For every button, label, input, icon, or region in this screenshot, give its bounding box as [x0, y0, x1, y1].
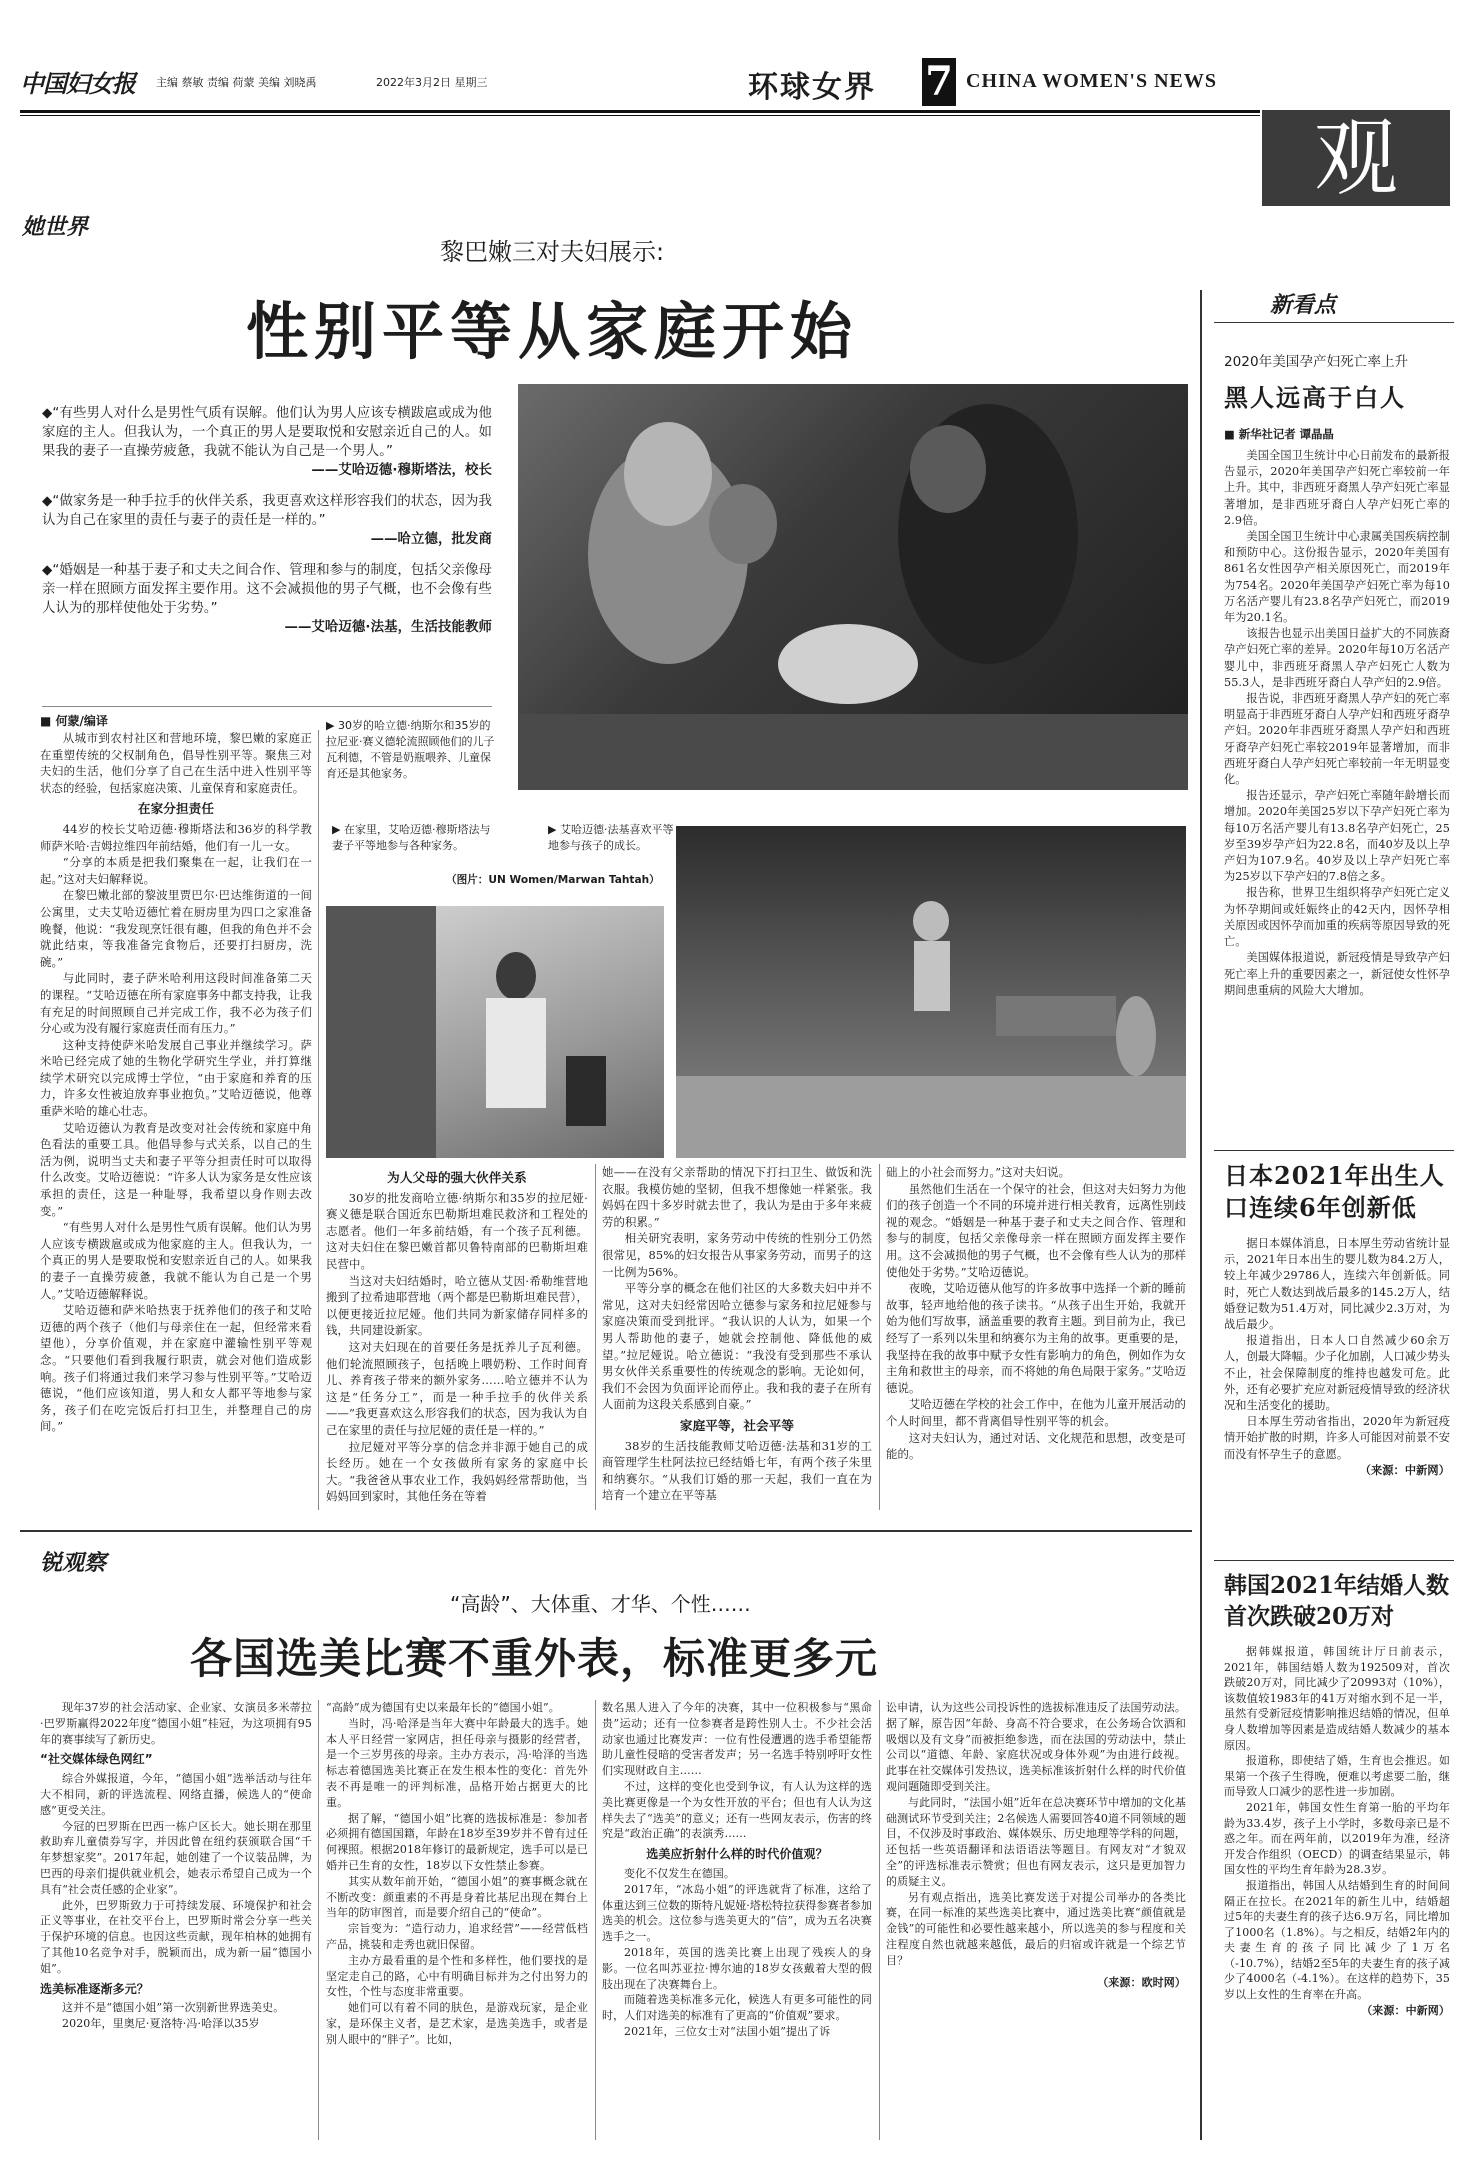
paragraph: 这对夫妇认为，通过对话、文化规范和思想，改变是可能的。	[886, 1430, 1186, 1462]
subhead-diversity: 选美标准逐渐多元？	[40, 1981, 149, 1996]
column-mark: 观	[1313, 109, 1398, 207]
section-tag: 她世界	[22, 215, 89, 240]
paragraph: 据日本媒体消息，日本厚生劳动省统计显示，2021年日本出生的婴儿数为84.2万人，较上年减少29786人，连续六年创新低。同时，死亡人数达到战后最多的145.2万人，结婚登记数为51.4万对，同比减少2.3万对，为战后最少。	[1224, 1237, 1450, 1332]
english-name: CHINA WOMEN'S NEWS	[966, 70, 1218, 92]
paragraph: 美国全国卫生统计中心日前发布的最新报告显示，2020年美国孕产妇死亡率较前一年上升。其中，非西班牙裔黑人孕产妇死亡率显著增加，是非西班牙裔白人孕产妇死亡率的2.9倍。	[1224, 449, 1450, 527]
quote-block	[42, 404, 492, 637]
paragraph: 这对夫妇现在的首要任务是抚养儿子瓦利德。他们轮流照顾孩子，包括晚上喂奶粉、工作时间育儿、养育孩子带来的额外家务……哈立德并不认为这是“任务分工”，而是一种手拉手的伙伴关系——“我更喜欢这么形容我们的状态，因为我认为自己在家里的责任与拉尼娅的责任是一样的。”	[326, 1339, 588, 1437]
paragraph: 艾哈迈德和萨米哈热衷于抚养他们的孩子和艾哈迈德的两个孩子（他们与母亲住在一起，但经常来看望他），分享价值观，并在家庭中灌输性别平等观念。“只要他们看到我履行职责，就会对他们造成影响。孩子们将通过我们来学习参与性别平等。”艾哈迈德说，“他们应该知道，男人和女人都平等地参与家务，孩子们在吃完饭后打扫卫生，并整理自己的房间。”	[40, 1303, 312, 1434]
paragraph: 2018年，英国的选美比赛上出现了残疾人的身影。一位名叫苏亚拉·博尔迪的18岁女孩戴着大型的假肢出现在了决赛舞台上。	[602, 1945, 872, 1991]
paragraph: 从城市到农村社区和营地环境，黎巴嫩的家庭正在重塑传统的父权制角色，倡导性别平等。聚焦三对夫妇的生活，他们分享了自己在生活中进入性别平等状态的经验，包括家庭决策、儿童保育和家庭责任。	[40, 731, 312, 795]
paragraph: 报道指出，韩国人从结婚到生育的时间间隔正在拉长。在2021年的新生儿中，结婚超过5年的夫妻生育的孩子达6.9万名，同比增加了1000名（1.8%）。与之相反，结婚2年内的夫妻生育的孩子同比减少了1万名（-10.7%），结婚2至5年的夫妻生育的孩子减少了4000名（-4.1%）。在这样的趋势下，35岁以上女性的生育率在升高。	[1224, 1878, 1450, 2002]
paragraph: 主办方最看重的是个性和多样性，他们要找的是坚定走自己的路，心中有明确目标并为之付出努力的女性，个性与态度非常重要。	[326, 1953, 588, 1999]
header-rule	[20, 110, 1260, 113]
paragraph: 不过，这样的变化也受到争议，有人认为这样的选美比赛更像是一个为女性开放的平台；但也有人认为这样失去了“选美”的意义；还有一些网友表示，伤害的终究是“政治正确”的表演秀……	[602, 1779, 872, 1841]
paragraph: 据了解，“德国小姐”比赛的选拔标准是：参加者必须拥有德国国籍，年龄在18岁至39岁并不曾有过任何裸照。根据2018年修订的最新规定，选手可以是已婚并已生育的女性，18岁以下女性禁止参赛。	[326, 1811, 588, 1872]
bottom-col-1	[40, 1700, 312, 2032]
bottom-kicker: “高龄”、大体重、才华、个性……	[450, 1592, 751, 1616]
paragraph: 宗旨变为：“造行动力，追求经营”——经营低档产品，挑装和走秀也就旧保留。	[326, 1922, 588, 1951]
main-col-4	[886, 1164, 1186, 1463]
paragraph: 其实从数年前开始，“德国小姐”的赛事概念就在不断改变：颜重素的不再是身着比基尼出现在舞台上当年的防审图首，而是要介绍自己的“使命”。	[326, 1874, 588, 1920]
sidebar-story3-title: 韩国2021年结婚人数首次跌破20万对	[1224, 1572, 1450, 1630]
paragraph: 数名黑人进入了今年的决赛，其中一位积极参与“黑命贵”运动；还有一位参赛者是跨性别人士。不少社会活动家也通过比赛发声：一位有性侵遭遇的选手希望能帮助儿童性侵暗的受害者发声；另一名选手特别呼吁女性们实现财政自主……	[602, 1701, 872, 1778]
bottom-col-4	[886, 1700, 1186, 1990]
page-number: 7	[922, 58, 956, 106]
main-col-1	[40, 730, 312, 1435]
paragraph: 平等分享的概念在他们社区的大多数夫妇中并不常见，这对夫妇经常因哈立德参与家务和拉尼娅参与家庭决策而受到批评。“我认识的人认为，如果一个男人帮助他的妻子，她就会控制他、降低他的威望。”拉尼娅说。哈立德说：“我没有受到那些不承认男女伙伴关系重要性的传统观念的影响。无论如何，我们不会因为负面评论而停止。我和我的妻子在所有人面前为这段关系感到自豪。”	[602, 1281, 872, 1412]
paragraph: 报道指出，日本人口自然减少60余万人，创最大降幅。少子化加剧，人口减少势头不止，社会保障制度的维持也越发可危。此外，还有必要扩充应对新冠疫情导致的经济状况和生活变化的援助。	[1224, 1334, 1450, 1413]
paragraph: 报告说，非西班牙裔黑人孕产妇的死亡率明显高于非西班牙裔白人孕产妇和西班牙裔孕产妇。2020年非西班牙裔黑人孕产妇和西班牙裔孕产妇死亡率较2019年显著增加，而非西班牙裔白人孕产妇死亡率较前一年无明显变化。	[1224, 692, 1450, 787]
bottom-headline: 各国选美比赛不重外表，标准更多元	[190, 1634, 879, 1683]
paragraph: 据韩媒报道，韩国统计厅日前表示，2021年，韩国结婚人数为192509对，首次跌破20万对，同比减少了20993对（10%），该数值较1983年的41万对缩水到不足一半，虽然有受新冠疫情影响推迟结婚的情况，但单身人数增加等因素是造成结婚人数减少的基本原因。	[1224, 1645, 1450, 1752]
paragraph: 础上的小社会而努力。”这对夫妇说。	[886, 1165, 1071, 1179]
paragraph: 与此同时，“法国小姐”近年在总决赛环节中增加的文化基础测试环节受到关注；2名候选人需要回答40道不同领域的题目，不仅涉及时事政治、媒体娱乐、历史地理等学科的问题，还包括一些英语翻译和法语语法等题目。有网友对“才貌双全”的评选标准表示赞赏；但也有网友表示，这只是更加智力的质疑主义。	[886, 1795, 1186, 1888]
quote-3: ◆“婚姻是一种基于妻子和丈夫之间合作、管理和参与的制度，包括父亲像母亲一样在照顾方面发挥主要作用。这不会减损他的男子气概，也不会像有些人认为的那样使他处于劣势。”	[42, 563, 492, 616]
header-rule-thin	[20, 115, 1260, 116]
sidebar-story1-byline: ■ 新华社记者 谭晶晶	[1224, 427, 1334, 441]
bottom-section-tag: 锐观察	[40, 1551, 107, 1576]
paragraph: 变化不仅发生在德国。	[624, 1866, 735, 1880]
main-col-2	[326, 1170, 588, 1505]
sidebar-story2-body	[1224, 1236, 1450, 1479]
paragraph: 艾哈迈德认为教育是改变对社会传统和家庭中角色看法的重要工具。他倡导参与式关系，以自己的生活为例，说明当丈夫和妻子平等分担责任时可以取得什么改变。艾哈迈德说：“许多人认为家务是女性应该承担的责任，这是一种耻辱，我希望以身作则去改变。”	[40, 1120, 312, 1218]
sidebar-story3-body	[1224, 1644, 1450, 2018]
col-divider	[879, 1164, 880, 1510]
paragraph: 报道称，即使结了婚，生育也会推迟。如果第一个孩子生得晚，便难以考虑要二胎，继而导致人口减少的恶性进一步加剧。	[1224, 1754, 1450, 1799]
caption-1: ▶ 30岁的哈立德·纳斯尔和35岁的拉尼亚·赛义德轮流照顾他们的儿子瓦利德，不管是奶瓶喂养、儿童保育还是其他家务。	[326, 719, 495, 780]
paragraph: “高龄”成为德国有史以来最年长的“德国小姐”。	[326, 1701, 560, 1714]
sidebar-rule	[1214, 1150, 1454, 1151]
paragraph: 报告还显示，孕产妇死亡率随年龄增长而增加。2020年美国25岁以下孕产妇死亡率为每10万名活产婴儿有13.8名孕产妇死亡，25岁至39岁孕产妇为22.8名，而40岁及以上孕产妇为107.9名。40岁及以上孕产妇死亡率为25岁以下孕产妇的7.8倍之多。	[1224, 789, 1450, 884]
paragraph: 44岁的校长艾哈迈德·穆斯塔法和36岁的科学教师萨米哈·吉姆拉维四年前结婚，他们有一儿一女。	[40, 821, 312, 853]
quote-2-source: ——哈立德，批发商	[370, 532, 492, 547]
main-headline: 性别平等从家庭开始	[246, 295, 859, 368]
sidebar-story1-kicker: 2020年美国孕产妇死亡率上升	[1224, 354, 1409, 370]
col-divider	[595, 1700, 596, 2140]
paragraph: “分享的本质是把我们聚集在一起，让我们在一起。”这对夫妇解释说。	[40, 855, 312, 886]
paragraph: 38岁的生活技能教师艾哈迈德·法基和31岁的工商管理学生杜阿法拉已经结婚七年，有两个孩子朱里和纳赛尔。“从我们订婚的那一天起，我们一直在为培育一个建立在平等基	[602, 1438, 872, 1503]
col-divider	[879, 1700, 880, 2140]
paragraph: 日本厚生劳动省指出，2020年为新冠疫情开始扩散的时期，许多人可能因对前景不安而没有怀孕生子的意愿。	[1224, 1415, 1450, 1461]
byline: ■ 何蒙/编译	[40, 714, 108, 728]
source: （来源：欧时网）	[1097, 1975, 1186, 1989]
kicker: 黎巴嫩三对夫妇展示:	[440, 238, 665, 266]
sidebar-story2-title: 日本2021年出生人口连续6年创新低	[1224, 1161, 1445, 1222]
paragraph: 这种支持使萨米哈发展自己事业并继续学习。萨米哈已经完成了她的生物化学研究生学业，并打算继续学术研究以完成博士学位，“由于家庭和养育的压力，许多女性被迫放弃事业抱负。”艾哈迈德说，他尊重萨米哈的雄心壮志。	[40, 1037, 312, 1119]
paragraph: 2021年，三位女士对“法国小姐”提出了诉	[624, 2024, 831, 2038]
sidebar-story1-body	[1224, 448, 1450, 999]
caption-2: ▶ 在家里，艾哈迈德·穆斯塔法与妻子平等地参与各种家务。	[332, 823, 491, 852]
photo-family-feeding	[518, 384, 1188, 790]
col-divider	[318, 1700, 319, 2140]
subhead-values: 选美应折射什么样的时代价值观？	[646, 1847, 828, 1862]
subhead-partnership: 为人父母的强大伙伴关系	[387, 1170, 527, 1185]
paragraph: 在黎巴嫩北部的黎波里贾巴尔·巴达维街道的一间公寓里，丈夫艾哈迈德忙着在厨房里为四口之家准备晚餐，他说：“我发现烹饪很有趣，但我的角色并不会就此结束，等我准备完食物后，还要打扫厨房，洗碗。”	[40, 888, 312, 969]
quote-1-source: ——艾哈迈德·穆斯塔法，校长	[311, 463, 492, 478]
paragraph: 讼申请，认为这些公司投诉性的选拔标准违反了法国劳动法。据了解，原告因“年龄、身高不符合要求，在公务场合饮酒和吸烟以及有文身”而被拒绝参选，而在法国的劳动法中，禁止公司以“道德、年龄、家庭状况或身体外观”为由进行歧视。此事在社交媒体引发热议，选美标准该折射什么样的时代价值观问题随即受到关注。	[886, 1701, 1186, 1793]
paragraph: 虽然他们生活在一个保守的社会，但这对夫妇努力为他们的孩子创造一个不同的环境并进行相关教育，远离性别歧视的观念。“婚姻是一种基于妻子和丈夫之间合作、管理和参与的制度，包括父亲像母亲一样在照顾方面发挥主要作用。这不会减损他的男子气概，也不会像有些人认为的那样使他处于劣势。”艾哈迈德说。	[886, 1181, 1186, 1279]
paragraph: 综合外媒报道，今年，“德国小姐”选举活动与往年大不相同，新的评选流程、网络直播，候选人的“使命感”更受关注。	[40, 1772, 312, 1817]
paragraph: 她——在没有父亲帮助的情况下打扫卫生、做饭和洗衣服。我模仿她的坚韧，但我不想像她一样紧张。我妈妈在四十多岁时就去世了，我认为是由于多年来疲劳的积累。”	[602, 1165, 872, 1229]
paragraph: 此外，巴罗斯致力于可持续发展、环境保护和社会正义等事业，在社交平台上，巴罗斯时常会分享一些关于保护环境的信息。也因这些贡献，现年柏林的她拥有了其他10名竞争对手，脱颖而出，成为新一届“德国小姐”。	[40, 1898, 312, 1975]
paragraph: 夜晚，艾哈迈德从他写的许多故事中选择一个新的睡前故事，轻声地给他的孩子读书。“从孩子出生开始，我就开始为他们写故事，涵盖重要的教育主题。到目前为止，我已经写了一系列以朱里和纳赛尔为主角的故事。更重要的是，我坚持在我的故事中赋予女性有影响力的角色，例如作为女主角和救世主的母亲，而不将她的角色局限于家务。”艾哈迈德说。	[886, 1281, 1186, 1395]
paragraph: 另有观点指出，选美比赛发送于对提公司举办的各类比赛，在同一标准的某些选美比赛中，通过选美比赛“颜值就是金钱”的可能性和必要性越来越小，所以选美的参与程度和关注程度自然也就越来越低，最后的归宿或许就是一个综艺节目？	[886, 1890, 1186, 1967]
photo-father-kitchen	[326, 906, 664, 1158]
caption-3: ▶ 艾哈迈德·法基喜欢平等地参与孩子的成长。	[548, 823, 674, 852]
paragraph: 2020年，里奥尼·夏洛特·冯·哈泽以35岁	[62, 2017, 260, 2031]
sidebar-divider	[1200, 290, 1202, 2140]
paragraph: 与此同时，妻子萨米哈利用这段时间准备第二天的课程。“艾哈迈德在所有家庭事务中都支持我，让我有充足的时间照顾自己并完成工作，我不必为孩子们分心或为没有履行家庭责任而有压力。”	[40, 971, 312, 1036]
paragraph: 这并不是“德国小姐”第一次别新世界选美史。	[62, 2001, 285, 2015]
col-divider	[595, 1164, 596, 1510]
paragraph: 她们可以有着不同的肤色，是游戏玩家，是企业家，是环保主义者，是艺术家，是选美选手，或者是别人眼中的“胖子”。比如，	[326, 2001, 588, 2046]
paragraph: 拉尼娅对平等分享的信念并非源于她自己的成长经历。她在一个女孩做所有家务的家庭中长大。“我爸爸从事农业工作，我妈妈经常帮助他，当妈妈回到家时，其他任务在等着	[326, 1439, 588, 1504]
paragraph: 报告称，世界卫生组织将孕产妇死亡定义为怀孕期间或妊娠终止的42天内，因怀孕相关原因或因怀孕而加重的疾病等原因导致的死亡。	[1224, 886, 1450, 949]
masthead: 中国妇女报	[20, 69, 135, 98]
subhead-equality: 家庭平等，社会平等	[679, 1417, 795, 1433]
paragraph: 2021年，韩国女性生育第一胎的平均年龄为33.4岁，孩子上小学时，多数母亲已是不惑之年。而在两年前，以2019年为准，经济开发合作组织（OECD）的调查结果显示，韩国女性的平均生育年龄为28.3岁。	[1224, 1800, 1450, 1877]
paragraph: 美国全国卫生统计中心隶属美国疾病控制和预防中心。这份报告显示，2020年美国有861名女性因孕产相关原因死亡，而2019年为754名。2020年美国孕产妇死亡率为每10万名活产婴儿有23.8名孕产妇死亡，而2019年为20.1名。	[1224, 530, 1450, 625]
paragraph: “有些男人对什么是男性气质有误解。他们认为男人应该专横跋扈或成为他家庭的主人。但我认为，一个真正的男人是要取悦和安慰亲近自己的人。如果我的妻子一直操劳疲惫，我就不能认为自己是一个男人。”艾哈迈德解释说。	[40, 1220, 312, 1301]
quote-1: ◆“有些男人对什么是男性气质有误解。他们认为男人应该专横跋扈或成为他家庭的主人。但我认为，一个真正的男人是要取悦和安慰亲近自己的人。如果我的妻子一直操劳疲惫，我就不能认为自己是一个男人。”	[42, 406, 492, 459]
quote-2: ◆“做家务是一种手拉手的伙伴关系，我更喜欢这样形容我们的状态，因为我认为自己在家里的责任与妻子的责任是一样的。”	[42, 494, 492, 528]
paragraph: 当时，冯·哈泽是当年大赛中年龄最大的选手。她本人平日经营一家网店，担任母亲与摄影的经营者，是一个三岁男孩的母亲。主办方表示，冯·哈泽的当选标志着德国选美比赛正在发生根本性的变化：首先外表不再是唯一的评判标准，品格开始占据更大的比重。	[326, 1716, 588, 1809]
paragraph: 而随着选美标准多元化，候选人有更多可能性的同时，人们对选美的标准有了更高的“价值观”要求。	[602, 1993, 872, 2023]
section-name: 环球女界	[748, 70, 876, 105]
paragraph: 2017年，“冰岛小姐”的评选就背了标准，这给了体重达到三位数的斯特凡妮娅·塔松特拉获得参赛者参加选美的机会。这位参与选美更大的“信”，成为五名决赛选手之一。	[602, 1882, 872, 1944]
sidebar-rule	[1214, 1560, 1454, 1561]
sidebar-tag: 新看点	[1270, 293, 1337, 318]
paragraph: 美国媒体报道说，新冠疫情是导致孕产妇死亡率上升的重要因素之一，新冠使女性怀孕期间患重病的风险大大增加。	[1224, 951, 1450, 997]
subhead-sharing: 在家分担责任	[137, 801, 215, 817]
bottom-rule	[20, 1530, 1192, 1532]
paragraph: 今冠的巴罗斯在巴西一栋户区长大。她长期在那里救助弃儿童债券写字，并因此曾在纽约获颁联合国“千年梦想家奖”。2017年起，她创建了一个议装品牌，为巴西的母亲们提供就业机会，她表示希望自己成为一个具有“社会责任感的企业家”。	[40, 1819, 312, 1896]
bottom-col-3	[602, 1700, 872, 2040]
paragraph: 当这对夫妇结婚时，哈立德从艾因·希勒维营地搬到了拉希迪耶营地（两个都是巴勒斯坦难民营），以便更接近拉尼娅。他们共同为新家储存同样多的钱，共同建设新家。	[326, 1273, 588, 1338]
paragraph: 该报告也显示出美国日益扩大的不同族裔孕产妇死亡率的差异。2020年每10万名活产婴儿中，非西班牙裔黑人孕产妇死亡人数为55.3人，是非西班牙裔白人孕产妇的2.9倍。	[1224, 627, 1450, 689]
quote-rule	[42, 706, 492, 707]
paragraph: 现年37岁的社会活动家、企业家、女演员多米蒂拉·巴罗斯赢得2022年度“德国小姐”桂冠，为这项拥有95年的赛事续写了新历史。	[40, 1701, 312, 1746]
subhead-influencer: “社交媒体绿色网红”	[40, 1752, 153, 1767]
sidebar-tag-rule	[1214, 322, 1454, 323]
issue-date: 2022年3月2日 星期三	[376, 76, 488, 89]
source: （来源：中新网）	[1361, 2003, 1450, 2017]
col-divider	[318, 730, 319, 1510]
photo-family-yard	[676, 826, 1186, 1158]
paragraph: 相关研究表明，家务劳动中传统的性别分工仍然很常见，85%的妇女报告从事家务劳动，而男子的这一比例为56%。	[602, 1231, 872, 1279]
paragraph: 30岁的批发商哈立德·纳斯尔和35岁的拉尼娅·赛义德是联合国近东巴勒斯坦难民救济和工程处的志愿者。他们一年多前结婚，有一个孩子瓦利德。这对夫妇住在黎巴嫩首都贝鲁特南部的巴勒斯坦难民营中。	[326, 1190, 588, 1271]
photo-credit: （图片：UN Women/Marwan Tahtah）	[446, 874, 660, 886]
quote-3-source: ——艾哈迈德·法基，生活技能教师	[284, 620, 492, 635]
staff-credits: 主编 蔡敏 责编 荷蒙 美编 刘晓禹	[156, 76, 317, 89]
paragraph: 艾哈迈德在学校的社会工作中，在他为儿童开展活动的个人时间里，都不背离倡导性别平等的机会。	[886, 1397, 1186, 1428]
source: （来源：中新网）	[1359, 1463, 1450, 1477]
sidebar-story1-title: 黑人远高于白人	[1224, 383, 1406, 412]
main-col-3	[602, 1164, 872, 1504]
bottom-col-2	[326, 1700, 588, 2048]
